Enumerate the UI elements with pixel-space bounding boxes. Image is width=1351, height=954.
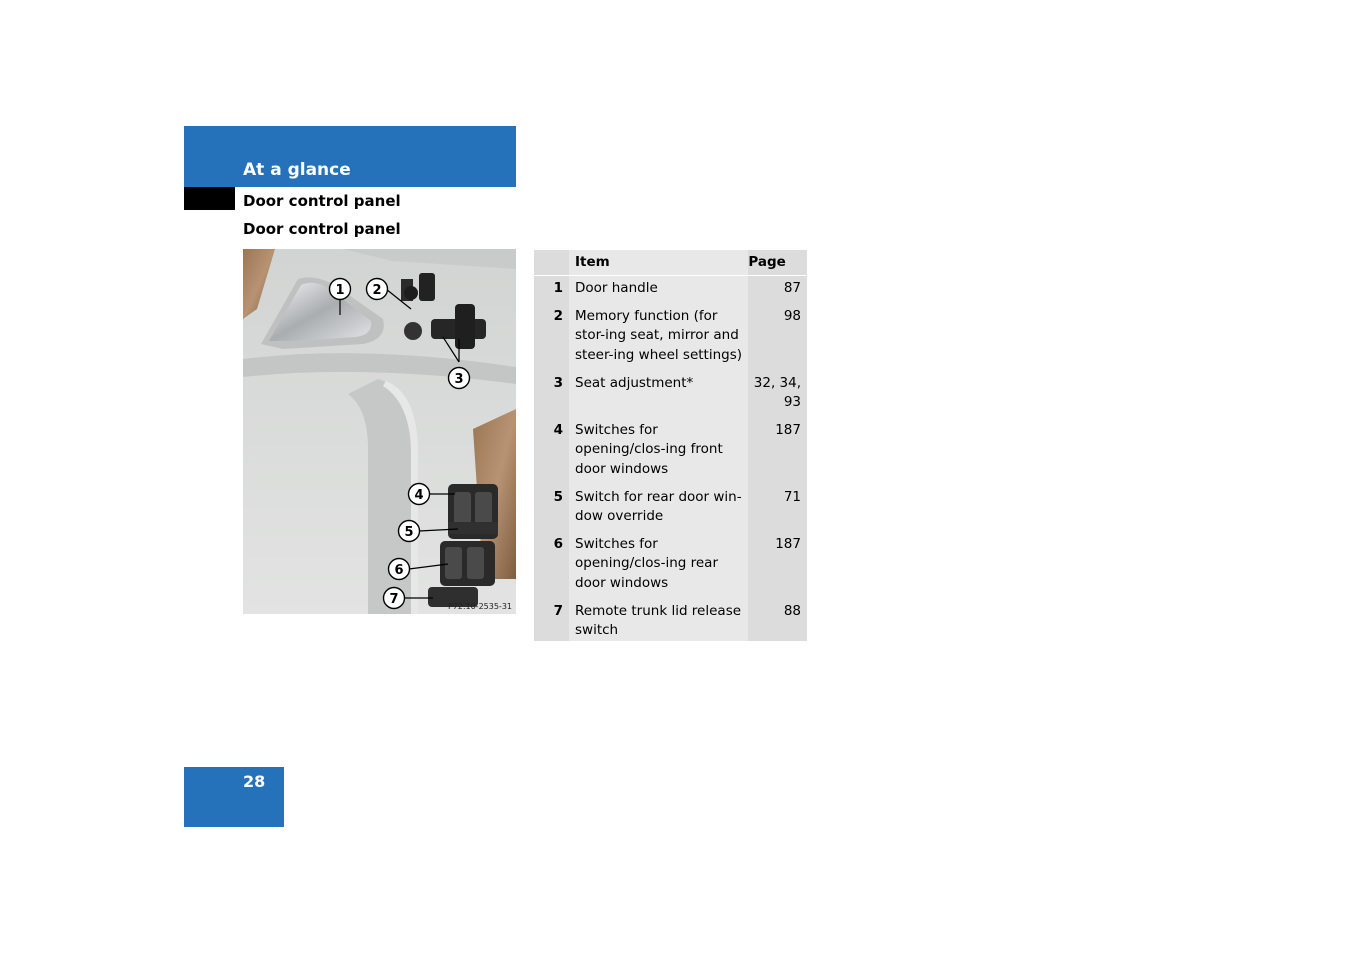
table-row <box>534 418 807 485</box>
callout-label: 1 <box>335 283 345 298</box>
row-page: 98 <box>748 304 807 371</box>
callout-label: 5 <box>404 525 414 540</box>
row-number: 5 <box>534 485 569 532</box>
section-title: At a glance <box>243 160 351 180</box>
row-number: 4 <box>534 418 569 485</box>
table-header-row <box>534 250 807 276</box>
page-number: 28 <box>243 772 266 791</box>
row-item: Switches for opening/clos-ing rear door windows <box>569 532 748 599</box>
row-page: 187 <box>748 532 807 599</box>
table-row <box>534 371 807 418</box>
column-header-page: Page <box>748 250 807 276</box>
subsection-title: Door control panel <box>243 192 401 210</box>
row-page: 87 <box>748 276 807 305</box>
row-item: Door handle <box>569 276 748 305</box>
row-number: 3 <box>534 371 569 418</box>
row-item: Switch for rear door win-dow override <box>569 485 748 532</box>
row-item: Memory function (for stor-ing seat, mirror and steer-ing wheel settings) <box>569 304 748 371</box>
door-panel-illustration <box>243 249 516 614</box>
table-row <box>534 485 807 532</box>
table-row <box>534 276 807 305</box>
table-row <box>534 599 807 641</box>
section-marker-tab <box>184 187 235 210</box>
row-page: 32, 34, 93 <box>748 371 807 418</box>
table-row <box>534 532 807 599</box>
page-number-box <box>184 767 284 827</box>
column-header-item: Item <box>569 250 748 276</box>
row-number: 6 <box>534 532 569 599</box>
callout-label: 4 <box>414 488 424 503</box>
callout-label: 2 <box>372 283 382 298</box>
row-number: 1 <box>534 276 569 305</box>
table-row <box>534 304 807 371</box>
row-item: Switches for opening/clos-ing front door windows <box>569 418 748 485</box>
row-number: 7 <box>534 599 569 641</box>
column-header-number <box>534 250 569 276</box>
row-page: 187 <box>748 418 807 485</box>
callout-label: 7 <box>389 592 399 607</box>
page-heading: Door control panel <box>243 220 401 238</box>
items-table <box>534 250 807 641</box>
callout-label: 6 <box>394 563 404 578</box>
row-number: 2 <box>534 304 569 371</box>
row-item: Seat adjustment* <box>569 371 748 418</box>
callout-label: 3 <box>454 372 464 387</box>
row-item: Remote trunk lid release switch <box>569 599 748 641</box>
row-page: 71 <box>748 485 807 532</box>
row-page: 88 <box>748 599 807 641</box>
figure-code: P72.10-2535-31 <box>447 602 512 611</box>
